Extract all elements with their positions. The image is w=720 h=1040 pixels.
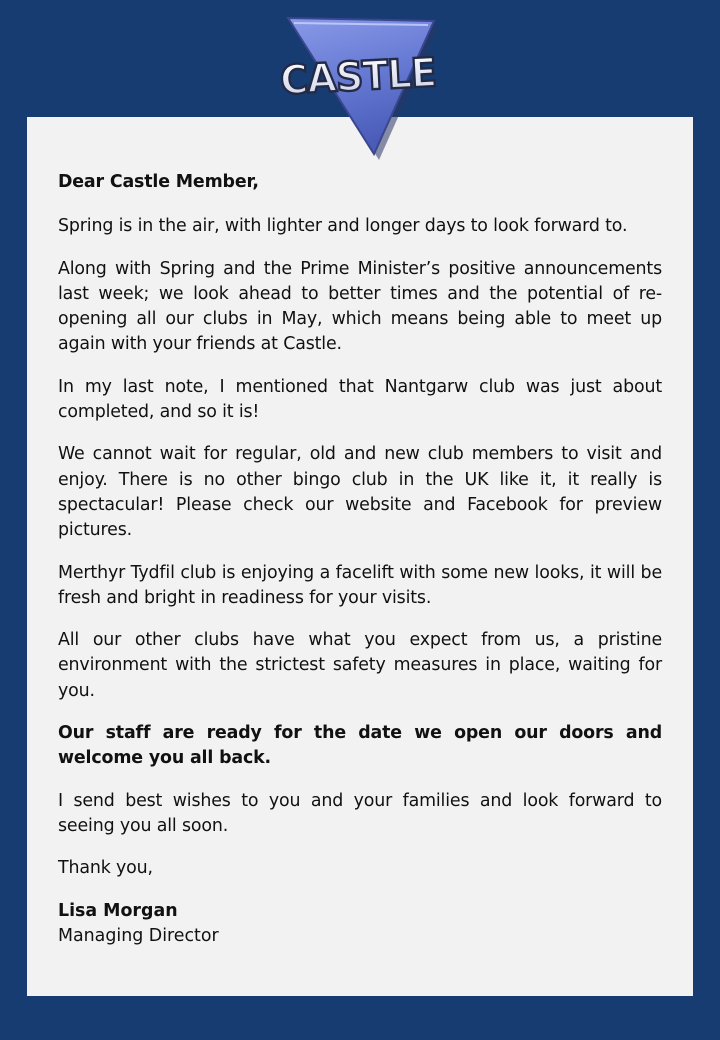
signatory-name: Lisa Morgan xyxy=(58,900,178,921)
castle-triangle-logo-icon xyxy=(276,14,446,162)
paragraph-merthyr: Merthyr Tydfil club is enjoying a facelift with some new looks, it will be fresh and bright in readiness for your visits. xyxy=(58,562,662,608)
highlight-paragraph: Our staff are ready for the date we open our doors and welcome you all back. xyxy=(58,723,662,769)
salutation: Dear Castle Member, xyxy=(58,172,259,192)
paragraph-spring: Spring is in the air, with lighter and longer days to look forward to. xyxy=(58,216,628,237)
sign-off: Thank you, xyxy=(58,858,153,879)
paragraph-new-club: We cannot wait for regular, old and new club members to visit and enjoy. There is no other bingo club in the UK like it, it really is spectacular! Please check our website and Facebook for preview pictures. xyxy=(58,444,662,541)
signatory-title: Managing Director xyxy=(58,925,219,946)
paragraph-nantgarw: In my last note, I mentioned that Nantgarw club was just about completed, and so it is! xyxy=(58,376,662,423)
letter-page xyxy=(27,117,693,996)
castle-logo xyxy=(276,14,446,162)
paragraph-other-clubs: All our other clubs have what you expect from us, a pristine environment with the strictest safety measures in place, waiting for you. xyxy=(58,630,662,701)
paragraph-best-wishes: I send best wishes to you and your families and look forward to seeing you all soon. xyxy=(58,790,662,836)
logo-wordmark: CASTLE xyxy=(278,49,445,105)
paragraph-reopening: Along with Spring and the Prime Minister’s positive announcements last week; we look ahead to better times and the potential of re-opening all our clubs in May, which means being able to meet up again with your friends at Castle. xyxy=(58,258,662,355)
